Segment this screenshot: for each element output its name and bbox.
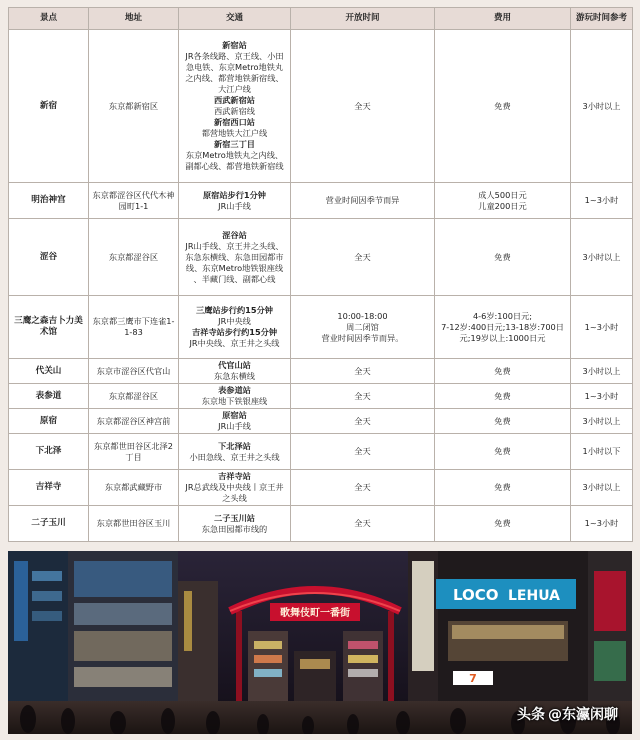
station-name: 新宿三丁目 xyxy=(214,139,255,149)
station-name: 新宿西口站 xyxy=(214,117,255,127)
duration-cell: 3小时以上 xyxy=(571,470,633,506)
loco-text: LOCO xyxy=(453,586,499,604)
transport-cell xyxy=(179,384,291,409)
spot-name-cell: 表参道 xyxy=(9,384,89,409)
attraction-table-container xyxy=(8,7,632,542)
table-body xyxy=(9,30,633,542)
line-name: 、半藏门线、副都心线 xyxy=(193,273,276,284)
line-name: 副都心线、都营地铁新宿线 xyxy=(185,161,284,171)
line-name: JR各条线路、京王线、小田 xyxy=(185,51,284,61)
line-name: 东急东横线 xyxy=(214,371,255,381)
fee-cell xyxy=(435,384,571,409)
station-name: 西武新宿站 xyxy=(214,95,255,105)
spot-name-cell: 二子玉川 xyxy=(9,506,89,542)
transport-cell xyxy=(179,30,291,183)
fee-cell xyxy=(435,434,571,470)
fee-line: 成人500日元 xyxy=(478,189,527,200)
address-cell: 东京都涩谷区 xyxy=(89,219,179,296)
hours-cell xyxy=(291,434,435,470)
spot-name-cell: 原宿 xyxy=(9,409,89,434)
header-hours: 开放时间 xyxy=(291,8,435,30)
spot-name-cell: 吉祥寺 xyxy=(9,470,89,506)
line-name: 都营地铁大江户线 xyxy=(201,128,268,138)
line-name: JR山手线 xyxy=(218,421,251,431)
fee-cell xyxy=(435,30,571,183)
address-cell: 东京都涩谷区代代木神园町1-1 xyxy=(89,183,179,219)
spot-name-cell: 新宿 xyxy=(9,30,89,183)
transport-cell xyxy=(179,434,291,470)
station-name: 代官山站 xyxy=(218,360,251,370)
line-name: 线、东京Metro地铁银座线 xyxy=(185,262,284,273)
line-name: 西武新宿线 xyxy=(214,106,255,116)
hours-cell xyxy=(291,30,435,183)
spot-name-cell: 下北泽 xyxy=(9,434,89,470)
table-row xyxy=(9,183,633,219)
line-name: 东急东横线、东急田园都市 xyxy=(185,251,284,262)
line-name: JR山手线、京王井之头线、 xyxy=(185,240,284,251)
line-name: JR中央线 xyxy=(218,316,251,326)
station-name: 下北泽站 xyxy=(218,440,251,451)
table-row xyxy=(9,296,633,359)
transport-cell xyxy=(179,506,291,542)
duration-cell: 1小时以下 xyxy=(571,434,633,470)
line-name: 之头线 xyxy=(222,493,247,503)
line-name: 大江户线 xyxy=(218,84,251,94)
arch-sign: 歌舞伎町一番街 xyxy=(280,608,350,619)
table-row xyxy=(9,506,633,542)
transport-cell xyxy=(179,409,291,434)
line-name: JR总武线及中央线丨京王井 xyxy=(185,482,284,492)
hours-line: 全天 xyxy=(354,251,371,262)
fee-cell xyxy=(435,409,571,434)
spot-name-cell: 明治神宫 xyxy=(9,183,89,219)
fee-line: 4-6岁:100日元; xyxy=(472,310,533,321)
hours-line: 全天 xyxy=(354,518,371,528)
station-name: 三鹰站步行约15分钟 xyxy=(196,305,273,315)
duration-cell: 1~3小时 xyxy=(571,506,633,542)
hours-cell xyxy=(291,219,435,296)
address-cell: 东京都世田谷区玉川 xyxy=(89,506,179,542)
header-fee: 费用 xyxy=(435,8,571,30)
fee-line: 免费 xyxy=(494,446,511,456)
watermark xyxy=(517,704,618,724)
hours-line: 全天 xyxy=(354,365,371,376)
table-row xyxy=(9,409,633,434)
header-transport: 交通 xyxy=(179,8,291,30)
fee-line: 元;19岁以上:1000日元 xyxy=(459,332,546,343)
fee-line: 免费 xyxy=(494,482,511,492)
hours-line: 周二闭馆 xyxy=(346,321,379,332)
fee-cell xyxy=(435,359,571,384)
hours-line: 全天 xyxy=(354,100,371,111)
table-row xyxy=(9,384,633,409)
duration-cell: 3小时以上 xyxy=(571,409,633,434)
header-duration: 游玩时间参考 xyxy=(571,8,633,30)
hours-line: 营业时间因季节而异。 xyxy=(321,332,404,343)
station-name: 涩谷站 xyxy=(222,229,247,240)
seven-text: 7 xyxy=(469,672,477,685)
station-name: 吉祥寺站步行约15分钟 xyxy=(191,327,278,337)
line-name: 之内线、都营地铁新宿线、 xyxy=(185,73,284,83)
table-row xyxy=(9,470,633,506)
fee-line: 免费 xyxy=(494,251,511,262)
duration-cell: 3小时以上 xyxy=(571,219,633,296)
table-row xyxy=(9,30,633,183)
fee-cell xyxy=(435,470,571,506)
hours-line: 营业时间因季节而异 xyxy=(325,195,400,205)
transport-cell xyxy=(179,359,291,384)
duration-cell: 1~3小时 xyxy=(571,384,633,409)
fee-line: 免费 xyxy=(494,415,511,426)
hours-line: 全天 xyxy=(354,482,371,492)
street-photo xyxy=(8,551,632,734)
spot-name-cell: 三鹰之森吉卜力美术馆 xyxy=(9,296,89,359)
hours-cell xyxy=(291,384,435,409)
fee-line: 7-12岁:400日元;13-18岁:700日 xyxy=(441,321,564,332)
fee-line: 免费 xyxy=(494,100,511,111)
spot-name-cell: 代关山 xyxy=(9,359,89,384)
hours-cell xyxy=(291,359,435,384)
duration-cell: 3小时以上 xyxy=(571,30,633,183)
transport-cell xyxy=(179,183,291,219)
line-name: 东急田园都市线的 xyxy=(201,523,268,534)
table-header-row xyxy=(9,8,633,30)
hours-line: 全天 xyxy=(354,415,371,426)
line-name: JR山手线 xyxy=(218,200,251,211)
watermark-brand: 头条 xyxy=(517,707,545,723)
hours-cell xyxy=(291,183,435,219)
hours-line: 全天 xyxy=(354,390,371,401)
duration-cell: 3小时以上 xyxy=(571,359,633,384)
fee-cell xyxy=(435,296,571,359)
fee-line: 免费 xyxy=(494,365,511,376)
line-name: 小田急线、京王井之头线 xyxy=(189,451,280,462)
address-cell: 东京都涩谷区神宫前 xyxy=(89,409,179,434)
address-cell: 东京都三鹰市下连雀1-1-83 xyxy=(89,296,179,359)
spot-name-cell: 涩谷 xyxy=(9,219,89,296)
station-name: 原宿站 xyxy=(222,410,247,420)
table-row xyxy=(9,359,633,384)
table-row xyxy=(9,219,633,296)
address-cell: 东京都新宿区 xyxy=(89,30,179,183)
watermark-account: @东瀛闲聊 xyxy=(548,707,618,723)
duration-cell: 1~3小时 xyxy=(571,296,633,359)
transport-cell xyxy=(179,296,291,359)
station-name: 吉祥寺站 xyxy=(218,471,251,481)
header-address: 地址 xyxy=(89,8,179,30)
fee-cell xyxy=(435,219,571,296)
lehua-text: LEHUA xyxy=(508,588,560,604)
table-row xyxy=(9,434,633,470)
fee-line: 免费 xyxy=(494,518,511,528)
hours-cell xyxy=(291,470,435,506)
station-name: 原宿站步行1分钟 xyxy=(202,189,266,200)
header-spot: 景点 xyxy=(9,8,89,30)
fee-cell xyxy=(435,506,571,542)
hours-line: 10:00-18:00 xyxy=(337,310,388,321)
address-cell: 东京都武藏野市 xyxy=(89,470,179,506)
fee-line: 儿童200日元 xyxy=(478,200,527,211)
hours-cell xyxy=(291,296,435,359)
hours-cell xyxy=(291,409,435,434)
address-cell: 东京都涩谷区 xyxy=(89,384,179,409)
hours-line: 全天 xyxy=(354,446,371,456)
transport-cell xyxy=(179,219,291,296)
fee-cell xyxy=(435,183,571,219)
fee-line: 免费 xyxy=(494,390,511,401)
line-name: 东京地下铁银座线 xyxy=(201,396,268,406)
line-name: 急电铁、东京Metro地铁丸 xyxy=(185,62,284,72)
station-name: 表参道站 xyxy=(218,385,251,395)
line-name: JR中央线、京王井之头线 xyxy=(189,338,280,348)
address-cell: 东京市涩谷区代官山 xyxy=(89,359,179,384)
line-name: 东京Metro地铁丸之内线、 xyxy=(185,150,284,160)
station-name: 新宿站 xyxy=(222,40,247,50)
transport-cell xyxy=(179,470,291,506)
duration-cell: 1~3小时 xyxy=(571,183,633,219)
address-cell: 东京都世田谷区北泽2丁目 xyxy=(89,434,179,470)
attraction-table xyxy=(8,7,633,542)
station-name: 二子玉川站 xyxy=(214,512,255,523)
hours-cell xyxy=(291,506,435,542)
